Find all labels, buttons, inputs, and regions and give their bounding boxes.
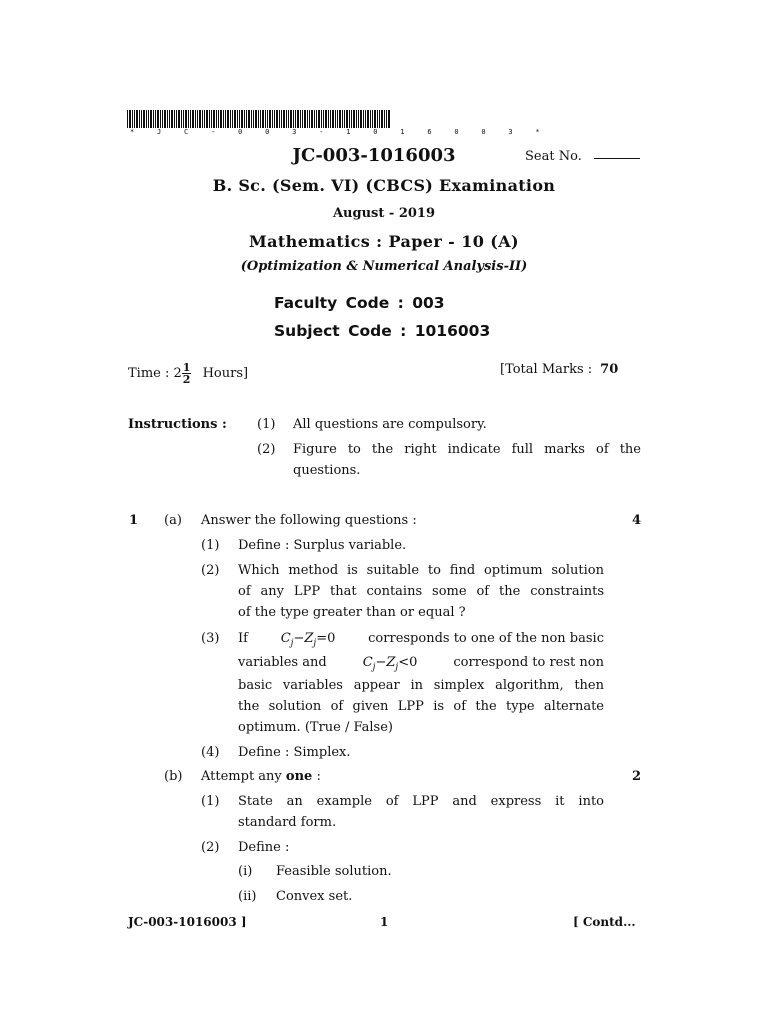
barcode-bar xyxy=(346,110,348,128)
a-item-3-variables-and: variables and xyxy=(238,655,327,670)
barcode-bar xyxy=(283,110,285,128)
barcode-bar xyxy=(314,110,315,128)
barcode-bar xyxy=(304,110,306,128)
a-item-3-line1 xyxy=(238,628,604,655)
barcode-bar xyxy=(167,110,168,128)
barcode-bar xyxy=(360,110,362,128)
barcode-bar xyxy=(307,110,308,128)
barcode-bar xyxy=(330,110,331,128)
a-item-4-number: (4) xyxy=(201,745,220,760)
barcode-bar xyxy=(225,110,226,128)
barcode-bar xyxy=(185,110,187,128)
footer-paper-code: JC-003-1016003 ] xyxy=(128,915,247,929)
barcode-bar xyxy=(286,110,287,128)
barcode-bar xyxy=(232,110,233,128)
barcode-bar xyxy=(220,110,222,128)
barcode-bar xyxy=(206,110,208,128)
barcode-bar xyxy=(204,110,205,128)
barcode-bar xyxy=(143,110,145,128)
subject-code: Subject Code : 1016003 xyxy=(274,322,491,340)
barcode-bar xyxy=(356,110,357,128)
barcode-bar xyxy=(213,110,215,128)
exam-title: B. Sc. (Sem. VI) (CBCS) Examination xyxy=(212,176,556,195)
barcode-bar xyxy=(178,110,180,128)
part-a-text: Answer the following questions : xyxy=(201,513,417,528)
barcode-bar xyxy=(342,110,343,128)
barcode-bar xyxy=(234,110,236,128)
a-item-3-if: If xyxy=(238,631,248,646)
barcode-bar xyxy=(290,110,292,128)
barcode-bar xyxy=(293,110,294,128)
barcode-bar xyxy=(230,110,231,128)
barcode-bar xyxy=(325,110,327,128)
barcode-bar xyxy=(181,110,182,128)
barcode-bar xyxy=(318,110,320,128)
part-b-text xyxy=(201,766,321,787)
footer-continued: [ Contd... xyxy=(573,915,636,929)
formula-cj-minus-zj-lt-0: $C_j-Z_j<0$ xyxy=(362,655,418,673)
a-item-1-text: Define : Surplus variable. xyxy=(238,538,407,553)
barcode-bar xyxy=(129,110,131,128)
barcode-bar xyxy=(174,110,175,128)
time-fraction xyxy=(182,362,192,385)
barcode-bar xyxy=(150,110,152,128)
barcode-bar xyxy=(171,110,173,128)
barcode-bar xyxy=(379,110,380,128)
barcode-bar xyxy=(381,110,383,128)
barcode-bar xyxy=(188,110,189,128)
barcode-bar xyxy=(344,110,345,128)
a-item-4-text: Define : Simplex. xyxy=(238,745,351,760)
barcode-bar xyxy=(295,110,296,128)
barcode-bar xyxy=(276,110,278,128)
barcode-bar xyxy=(300,110,301,128)
barcode-bar xyxy=(169,110,170,128)
barcode-bar xyxy=(176,110,177,128)
barcode-bar xyxy=(311,110,313,128)
a-item-3-line5: optimum. (True / False) xyxy=(238,720,393,735)
barcode-bar xyxy=(288,110,289,128)
total-marks-value: 70 xyxy=(600,362,619,377)
part-b-marks: 2 xyxy=(632,769,642,784)
barcode-bar xyxy=(258,110,259,128)
total-marks xyxy=(500,362,618,377)
barcode-bar xyxy=(218,110,219,128)
part-b-text-a: Attempt any xyxy=(201,769,282,784)
time-prefix: Time : 2 xyxy=(128,366,182,381)
barcode-bar xyxy=(335,110,336,128)
barcode-bar xyxy=(216,110,217,128)
a-item-3-line4: the solution of given LPP is of the type alternate xyxy=(238,699,604,714)
barcode-bar xyxy=(363,110,364,128)
barcode-bar xyxy=(153,110,154,128)
instruction-2-number: (2) xyxy=(257,442,276,457)
barcode-bar xyxy=(281,110,282,128)
a-item-2-line1: Which method is suitable to find optimum solution xyxy=(238,563,604,578)
barcode-bar xyxy=(339,110,341,128)
barcode-bar xyxy=(202,110,203,128)
time-fraction-denominator: 2 xyxy=(182,373,191,386)
barcode-bar xyxy=(160,110,161,128)
barcode-bar xyxy=(384,110,385,128)
barcode-bar xyxy=(265,110,266,128)
b-item-1-line2: standard form. xyxy=(238,815,337,830)
barcode-bar xyxy=(388,110,390,128)
a-item-3-line2-rest: correspond to rest non xyxy=(453,655,604,670)
barcode-bar xyxy=(262,110,264,128)
instruction-1-number: (1) xyxy=(257,417,276,432)
barcode-bar xyxy=(127,110,128,128)
barcode-bar xyxy=(134,110,135,128)
barcode-bar xyxy=(337,110,338,128)
barcode-bar xyxy=(227,110,229,128)
barcode-bar xyxy=(162,110,163,128)
b-item-1-number: (1) xyxy=(201,794,220,809)
barcode-bar xyxy=(197,110,198,128)
a-item-1-number: (1) xyxy=(201,538,220,553)
barcode-bar xyxy=(192,110,194,128)
b-item-2-number: (2) xyxy=(201,840,220,855)
barcode-bar xyxy=(309,110,310,128)
instruction-1-text: All questions are compulsory. xyxy=(293,417,487,432)
barcode-bar xyxy=(139,110,140,128)
barcode-bar xyxy=(267,110,268,128)
barcode-bar xyxy=(372,110,373,128)
barcode-bar xyxy=(279,110,280,128)
barcode-bar xyxy=(141,110,142,128)
barcode-bar xyxy=(164,110,166,128)
b-item-2-sub-2-text: Convex set. xyxy=(276,889,353,904)
barcode-bar xyxy=(328,110,329,128)
a-item-2-line2: of any LPP that contains some of the constraints xyxy=(238,584,604,599)
part-b-label: (b) xyxy=(164,769,183,784)
formula-cj-minus-zj-eq-0: $C_j-Z_j=0$ xyxy=(280,631,336,649)
barcode-bar xyxy=(237,110,238,128)
a-item-3-line1-rest: corresponds to one of the non basic xyxy=(368,631,604,646)
barcode-bar xyxy=(251,110,252,128)
barcode-bar xyxy=(274,110,275,128)
barcode-bar xyxy=(370,110,371,128)
barcode-bar xyxy=(332,110,334,128)
barcode-bar xyxy=(244,110,245,128)
page-number: 1 xyxy=(380,915,389,929)
barcode-bar xyxy=(239,110,240,128)
barcode-bar xyxy=(155,110,156,128)
time-suffix: Hours] xyxy=(202,366,249,381)
b-item-2-sub-1-text: Feasible solution. xyxy=(276,864,392,879)
part-a-marks: 4 xyxy=(632,513,642,528)
b-item-2-text: Define : xyxy=(238,840,290,855)
barcode-bar xyxy=(195,110,196,128)
a-item-2-number: (2) xyxy=(201,563,220,578)
barcode-bar xyxy=(316,110,317,128)
part-b-text-one: one xyxy=(285,769,313,784)
a-item-3-number: (3) xyxy=(201,631,220,646)
time-duration xyxy=(128,362,248,385)
barcode-bar xyxy=(377,110,378,128)
barcode-bar xyxy=(358,110,359,128)
part-a-label: (a) xyxy=(164,513,182,528)
instructions-label: Instructions : xyxy=(128,417,227,432)
barcode-bar xyxy=(374,110,376,128)
barcode-bar xyxy=(323,110,324,128)
b-item-2-sub-1-number: (i) xyxy=(238,864,253,879)
question-number: 1 xyxy=(129,513,139,528)
barcode-bar xyxy=(183,110,184,128)
paper-code xyxy=(0,145,768,166)
paper-code-text: JC-003-1016003 xyxy=(292,145,456,166)
seat-number-blank xyxy=(594,158,640,159)
exam-date: August - 2019 xyxy=(332,206,436,221)
b-item-1-line1: State an example of LPP and express it into xyxy=(238,794,604,809)
barcode-bar xyxy=(190,110,191,128)
barcode-bar xyxy=(269,110,271,128)
barcode-bar xyxy=(297,110,299,128)
part-b-text-colon: : xyxy=(316,769,321,784)
faculty-code: Faculty Code : 003 xyxy=(274,294,445,312)
barcode-bar xyxy=(302,110,303,128)
barcode-bar xyxy=(241,110,243,128)
barcode-bar xyxy=(132,110,133,128)
barcode-bar xyxy=(223,110,224,128)
barcode-bar xyxy=(365,110,366,128)
barcode-bar xyxy=(248,110,250,128)
barcode-bar xyxy=(349,110,350,128)
barcode-bar xyxy=(367,110,369,128)
barcode-bar xyxy=(136,110,138,128)
subject-subtitle: (Optimization & Numerical Analysis-II) xyxy=(240,259,528,274)
instruction-2-line1: Figure to the right indicate full marks of the xyxy=(293,442,641,457)
barcode-bar xyxy=(246,110,247,128)
total-marks-label: [Total Marks : xyxy=(500,362,593,377)
seat-number-label: Seat No. xyxy=(525,149,582,164)
barcode-bar xyxy=(199,110,201,128)
a-item-3-line3: basic variables appear in simplex algorithm, then xyxy=(238,678,604,693)
barcode-bar xyxy=(321,110,322,128)
barcode xyxy=(127,108,395,128)
barcode-bar xyxy=(157,110,159,128)
barcode-bar xyxy=(209,110,210,128)
barcode-bar xyxy=(255,110,257,128)
barcode-bar xyxy=(148,110,149,128)
barcode-bar xyxy=(146,110,147,128)
time-fraction-numerator: 1 xyxy=(182,361,191,374)
b-item-2-sub-2-number: (ii) xyxy=(238,889,257,904)
barcode-text: * J C - 0 0 3 - 1 0 1 6 0 0 3 * xyxy=(130,128,549,136)
barcode-bar xyxy=(351,110,352,128)
a-item-2-line3: of the type greater than or equal ? xyxy=(238,605,466,620)
barcode-bar xyxy=(353,110,355,128)
barcode-bar xyxy=(272,110,273,128)
barcode-bar xyxy=(211,110,212,128)
barcode-bar xyxy=(260,110,261,128)
instruction-2-line2: questions. xyxy=(293,463,361,478)
subject-title: Mathematics : Paper - 10 (A) xyxy=(249,232,519,251)
barcode-bar xyxy=(253,110,254,128)
barcode-bar xyxy=(386,110,387,128)
